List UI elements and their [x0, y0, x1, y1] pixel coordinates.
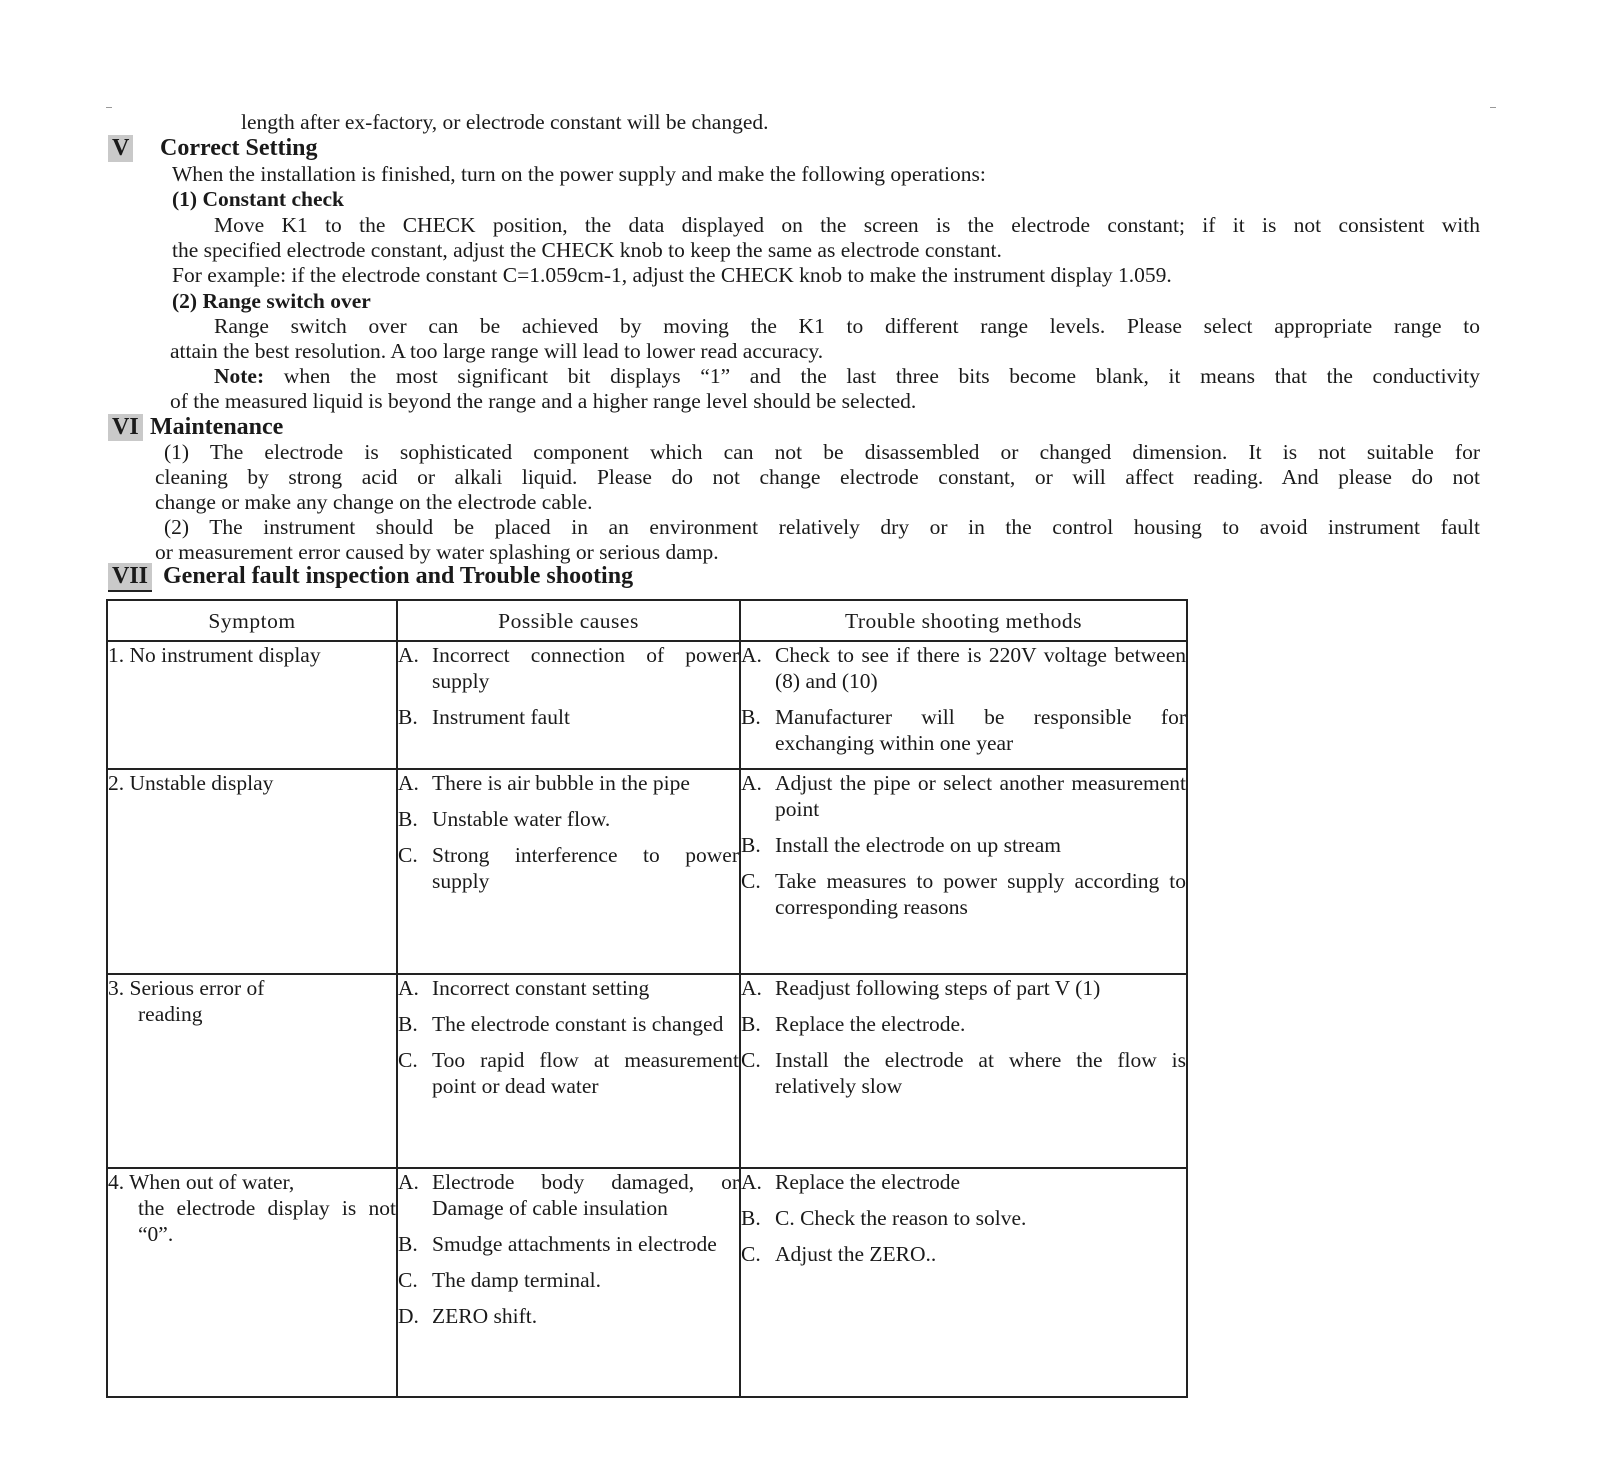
header-trouble-shooting-methods: Trouble shooting methods	[740, 600, 1187, 641]
continued-line: length after ex-factory, or electrode constant will be changed.	[241, 110, 769, 134]
cause-label: A.	[398, 643, 419, 667]
cause-text: Incorrect constant setting	[432, 976, 650, 1000]
method-item	[741, 1011, 1186, 1037]
methods-cell	[740, 1168, 1187, 1397]
method-item	[741, 1241, 1186, 1267]
maintenance-1-line-3: change or make any change on the electrode cable.	[155, 490, 593, 514]
symptom-cell	[107, 769, 397, 974]
table-row	[107, 769, 1187, 974]
method-text: Adjust the pipe or select another measurement point	[775, 771, 1186, 821]
cause-item	[398, 1047, 739, 1099]
cause-item	[398, 975, 739, 1001]
section-v-intro: When the installation is finished, turn on the power supply and make the following operations:	[172, 162, 986, 186]
cause-label: B.	[398, 807, 418, 831]
note-line-1	[214, 364, 1480, 389]
symptom-text-continued: the electrode display is not “0”.	[138, 1196, 396, 1246]
range-switch-line-1: Range switch over can be achieved by moving the K1 to different range levels. Please select appropriate range to	[214, 314, 1480, 338]
maintenance-1-line-1: (1) The electrode is sophisticated component which can not be disassembled or changed dimension. It is not suitable for	[164, 440, 1480, 464]
page-corner-mark-right	[1490, 107, 1496, 108]
method-label: C.	[741, 869, 761, 893]
cause-text: ZERO shift.	[432, 1304, 538, 1328]
section-v-title: Correct Setting	[160, 135, 318, 161]
cause-label: C.	[398, 843, 418, 867]
method-text: Take measures to power supply according to corresponding reasons	[775, 869, 1186, 919]
cause-label: C.	[398, 1048, 418, 1072]
cause-label: B.	[398, 1012, 418, 1036]
section-vii-number: VII	[108, 563, 152, 592]
constant-check-line-1: Move K1 to the CHECK position, the data displayed on the screen is the electrode constant; if it is not consistent with	[214, 213, 1480, 237]
section-vii-title: General fault inspection and Trouble shooting	[163, 563, 634, 589]
range-switch-line-2: attain the best resolution. A too large range will lead to lower read accuracy.	[170, 339, 824, 363]
method-item	[741, 832, 1186, 858]
cause-item	[398, 806, 739, 832]
fault-table	[106, 599, 1188, 1398]
cause-text: Too rapid flow at measurement point or dead water	[432, 1048, 739, 1098]
method-text: C. Check the reason to solve.	[775, 1206, 1027, 1230]
cause-item	[398, 1231, 739, 1257]
symptom-text: 2. Unstable display	[108, 771, 274, 795]
symptom-text: 3. Serious error of	[108, 976, 265, 1000]
cause-text: Smudge attachments in electrode	[432, 1232, 717, 1256]
cause-label: D.	[398, 1304, 419, 1328]
cause-item	[398, 642, 739, 694]
methods-cell	[740, 769, 1187, 974]
maintenance-2-line-1: (2) The instrument should be placed in an environment relatively dry or in the control housing to avoid instrument fault	[164, 515, 1480, 539]
cause-item	[398, 1011, 739, 1037]
method-label: B.	[741, 1206, 761, 1230]
method-text: Replace the electrode	[775, 1170, 961, 1194]
cause-text: There is air bubble in the pipe	[432, 771, 690, 795]
header-possible-causes: Possible causes	[397, 600, 740, 641]
method-item	[741, 1205, 1186, 1231]
method-label: B.	[741, 833, 761, 857]
cause-label: B.	[398, 705, 418, 729]
cause-label: B.	[398, 1232, 418, 1256]
symptom-cell	[107, 641, 397, 769]
method-label: A.	[741, 771, 762, 795]
note-text: when the most significant bit displays “1” and the last three bits become blank, it means that the conductivity	[283, 364, 1480, 388]
methods-cell	[740, 641, 1187, 769]
table-row	[107, 974, 1187, 1168]
causes-cell	[397, 974, 740, 1168]
causes-cell	[397, 641, 740, 769]
constant-check-line-2: the specified electrode constant, adjust the CHECK knob to keep the same as electrode constant.	[172, 238, 1002, 262]
subsection-constant-check: (1) Constant check	[172, 187, 344, 211]
causes-cell	[397, 1168, 740, 1397]
symptom-cell	[107, 974, 397, 1168]
method-item	[741, 868, 1186, 920]
cause-text: Incorrect connection of power supply	[432, 643, 739, 693]
method-label: B.	[741, 1012, 761, 1036]
cause-label: A.	[398, 976, 419, 1000]
method-label: A.	[741, 643, 762, 667]
cause-item	[398, 770, 739, 796]
method-item	[741, 1169, 1186, 1195]
table-row	[107, 1168, 1187, 1397]
cause-text: Electrode body damaged, or Damage of cable insulation	[432, 1170, 739, 1220]
method-text: Manufacturer will be responsible for exchanging within one year	[775, 705, 1186, 755]
method-text: Readjust following steps of part V (1)	[775, 976, 1101, 1000]
method-item	[741, 704, 1186, 756]
section-v-number: V	[108, 135, 133, 162]
causes-cell	[397, 769, 740, 974]
cause-label: A.	[398, 1170, 419, 1194]
symptom-text: 4. When out of water,	[108, 1170, 295, 1194]
cause-label: A.	[398, 771, 419, 795]
section-vi-title: Maintenance	[150, 414, 284, 440]
constant-check-example: For example: if the electrode constant C=1.059cm-1, adjust the CHECK knob to make the instrument display 1.059.	[172, 263, 1172, 287]
method-text: Check to see if there is 220V voltage between (8) and (10)	[775, 643, 1186, 693]
method-text: Install the electrode on up stream	[775, 833, 1061, 857]
method-item	[741, 770, 1186, 822]
method-label: A.	[741, 976, 762, 1000]
cause-item	[398, 1267, 739, 1293]
method-label: A.	[741, 1170, 762, 1194]
table-header-row	[107, 600, 1187, 641]
maintenance-2-line-2: or measurement error caused by water splashing or serious damp.	[155, 540, 719, 564]
cause-text: The electrode constant is changed	[432, 1012, 724, 1036]
method-label: C.	[741, 1048, 761, 1072]
cause-item	[398, 1303, 739, 1329]
cause-item	[398, 842, 739, 894]
cause-text: Unstable water flow.	[432, 807, 611, 831]
cause-label: C.	[398, 1268, 418, 1292]
note-line-2: of the measured liquid is beyond the range and a higher range level should be selected.	[170, 389, 917, 413]
cause-text: Strong interference to power supply	[432, 843, 739, 893]
cause-text: Instrument fault	[432, 705, 570, 729]
subsection-range-switch: (2) Range switch over	[172, 289, 371, 313]
note-label: Note:	[214, 364, 265, 388]
method-item	[741, 642, 1186, 694]
method-item	[741, 1047, 1186, 1099]
cause-text: The damp terminal.	[432, 1268, 601, 1292]
methods-cell	[740, 974, 1187, 1168]
method-text: Replace the electrode.	[775, 1012, 966, 1036]
cause-item	[398, 1169, 739, 1221]
method-text: Adjust the ZERO..	[775, 1242, 937, 1266]
section-vi-number: VI	[108, 414, 143, 441]
maintenance-1-line-2: cleaning by strong acid or alkali liquid. Please do not change electrode constant, or will affect reading. And please do not	[155, 465, 1480, 489]
table-row	[107, 641, 1187, 769]
symptom-text-continued: reading	[138, 1002, 203, 1026]
header-symptom: Symptom	[107, 600, 397, 641]
symptom-text: 1. No instrument display	[108, 643, 321, 667]
cause-item	[398, 704, 739, 730]
symptom-cell	[107, 1168, 397, 1397]
method-text: Install the electrode at where the flow is relatively slow	[775, 1048, 1186, 1098]
method-label: B.	[741, 705, 761, 729]
page-corner-mark-left	[106, 107, 112, 108]
method-label: C.	[741, 1242, 761, 1266]
method-item	[741, 975, 1186, 1001]
